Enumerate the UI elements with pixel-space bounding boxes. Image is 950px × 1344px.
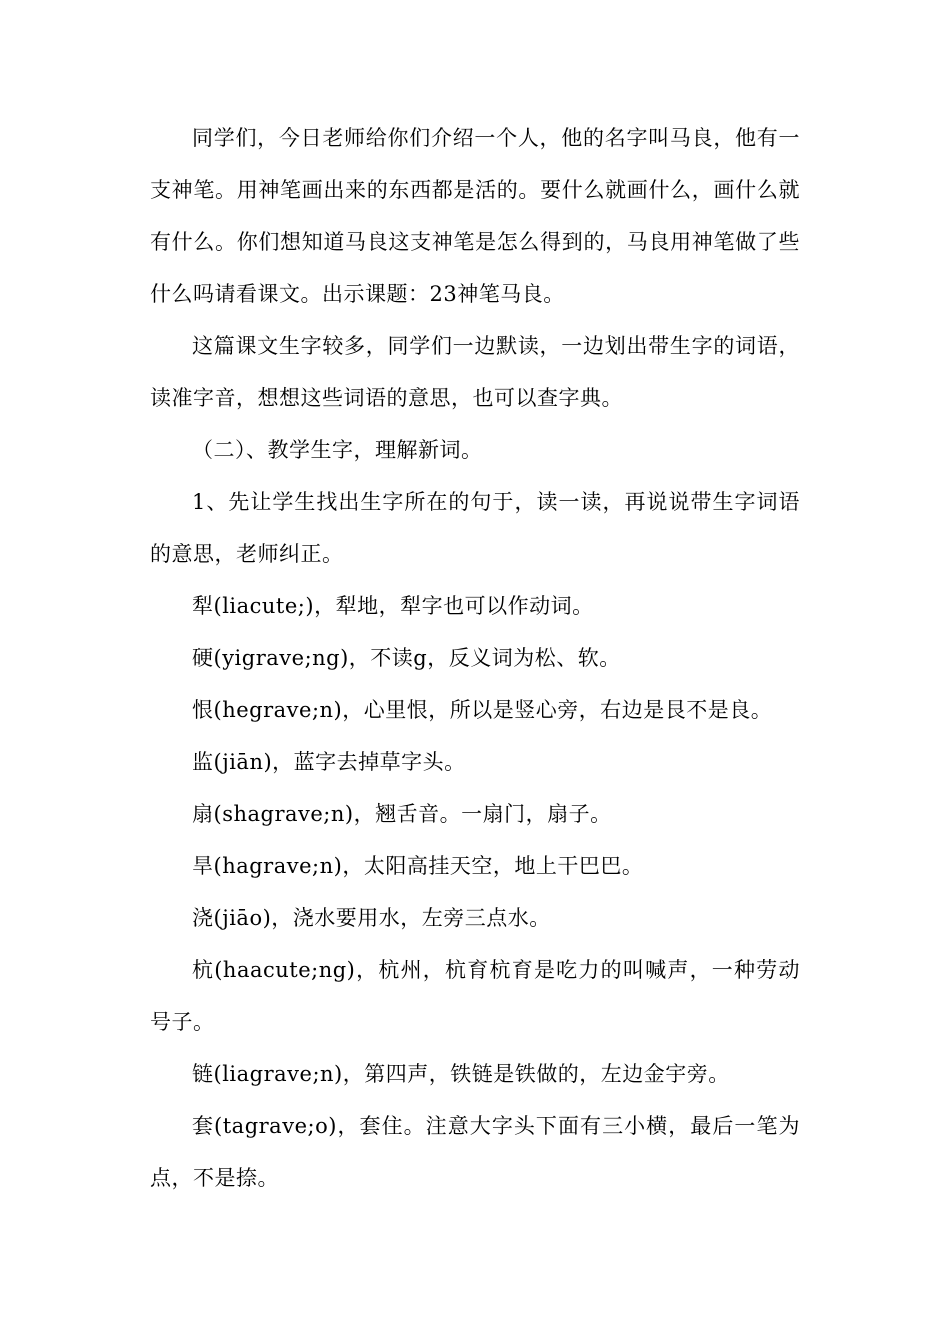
vocab-item-li: 犁(liacute;)，犁地，犁字也可以作动词。 xyxy=(192,594,594,618)
vocab-item-han: 旱(hagrave;n)，太阳高挂天空，地上干巴巴。 xyxy=(192,854,644,878)
vocab-item-jian: 监(jiān)，蓝字去掉草字头。 xyxy=(192,750,466,774)
vocab-item-ying: 硬(yigrave;ng)，不读g，反义词为松、软。 xyxy=(192,646,621,670)
paragraph-instruction: 1、先让学生找出生字所在的句于，读一读，再说说带生字词语的意思，老师纠正。 xyxy=(150,490,800,566)
vocab-item-jiao: 浇(jiāo)，浇水要用水，左旁三点水。 xyxy=(192,906,551,930)
vocab-item-hang: 杭(haacute;ng)，杭州，杭育杭育是吃力的叫喊声，一种劳动号子。 xyxy=(150,958,800,1034)
vocab-item-lian: 链(liagrave;n)，第四声，铁链是铁做的，左边金宇旁。 xyxy=(192,1062,730,1086)
document-body xyxy=(150,112,800,1204)
section-heading: （二）、教学生字，理解新词。 xyxy=(192,438,483,462)
vocab-item-shan: 扇(shagrave;n)，翘舌音。一扇门，扇子。 xyxy=(192,802,612,826)
vocab-item-tao: 套(tagrave;o)，套住。注意大字头下面有三小横，最后一笔为点，不是捺。 xyxy=(150,1114,800,1190)
vocab-item-hen: 恨(hegrave;n)，心里恨，所以是竖心旁，右边是艮不是良。 xyxy=(192,698,773,722)
paragraph-reading-task: 这篇课文生字较多，同学们一边默读，一边划出带生字的词语，读准字音，想想这些词语的意思，也可以查字典。 xyxy=(150,334,800,410)
paragraph-intro: 同学们，今日老师给你们介绍一个人，他的名字叫马良，他有一支神笔。用神笔画出来的东西都是活的。要什么就画什么，画什么就有什么。你们想知道马良这支神笔是怎么得到的，马良用神笔做了些什么吗请看课文。出示课题：23神笔马良。 xyxy=(150,126,800,306)
